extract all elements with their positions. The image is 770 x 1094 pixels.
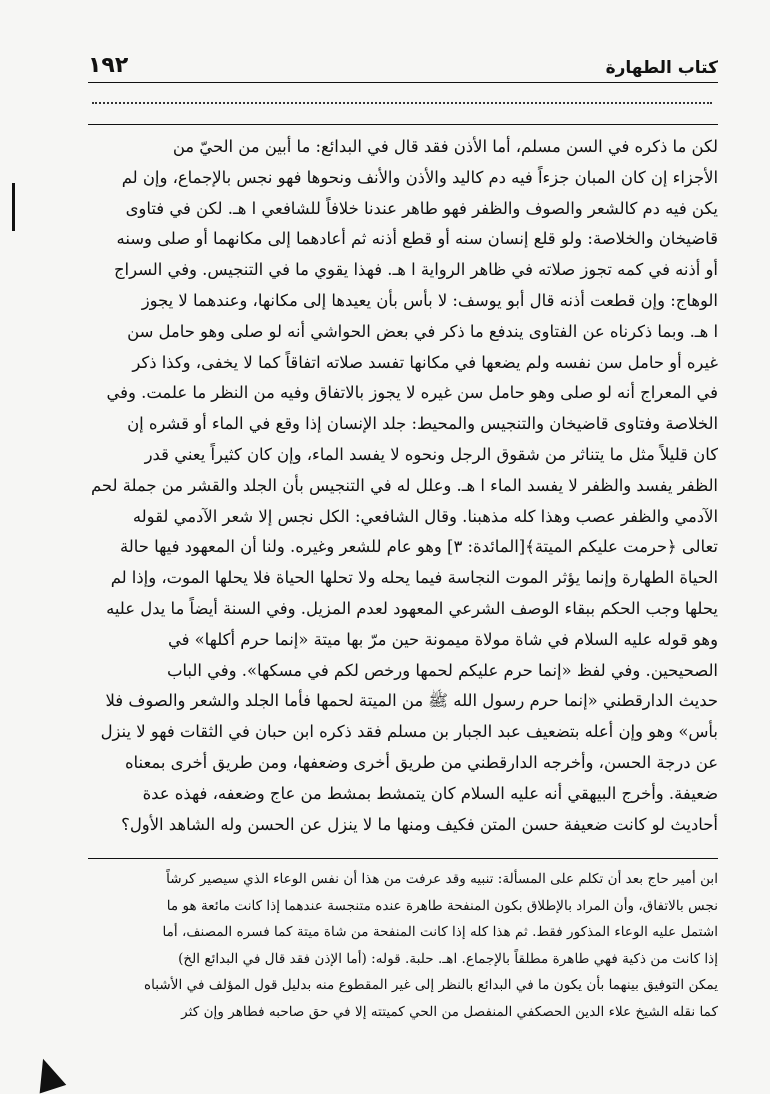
text-line: كان قليلاً مثل ما يتناثر من شقوق الرجل ونحوه لا يفسد الماء، وإن كان كثيراً يعني قدر (144, 444, 718, 464)
text-line: أو أذنه في كمه تجوز صلاته في ظاهر الرواية ا هـ. فهذا يقوي ما في التنجيس. وفي السراج (113, 260, 718, 280)
text-line: الوهاج: وإن قطعت أذنه قال أبو يوسف: لا بأس بأن يعيدها إلى مكانها، وعندهما لا يجوز (141, 290, 718, 310)
dotted-divider (92, 102, 712, 104)
header-rule (88, 82, 718, 83)
page-number: ١٩٢ (88, 53, 129, 78)
text-line: الأجزاء إن كان المبان جزءاً فيه دم كاليد والأذن والأنف ونحوها فهو نجس بالإجماع، وإن لم (121, 167, 718, 187)
text-line: حديث الدارقطني «إنما حرم رسول الله ﷺ من الميتة لحمها فأما الجلد والشعر والصوف فلا (105, 691, 718, 711)
text-line: الآدمي والظفر عصب وهذا كله مذهبنا. وقال الشافعي: الكل نجس إلا شعر الآدمي لقوله (132, 506, 718, 526)
main-text-block (88, 132, 718, 840)
text-line: بأس» وهو وإن أعله بتضعيف عبد الجبار بن مسلم فقد ذكره ابن حبان في الثقات فهو لا ينزل (100, 722, 718, 742)
footnote-block (88, 866, 718, 1026)
margin-mark (12, 183, 15, 231)
text-line: يكن فيه دم كالشعر والصوف والظفر فهو طاهر عندنا خلافاً للشافعي ا هـ. لكن في فتاوى (125, 198, 718, 218)
footnote-divider (88, 858, 718, 859)
text-line: الحياة الطهارة وإنما يؤثر الموت النجاسة فيما يحله ولا تحلها الحياة فلا يحلها الموت، وإذا لم (110, 568, 718, 588)
text-line: وهو قوله عليه السلام في شاة مولاة ميمونة حين مرّ بها ميتة «إنما حرم أكلها» في (167, 629, 718, 649)
footnote-line: اشتمل عليه الوعاء المذكور فقط. ثم هذا كله إذا كانت المنفحة من شاة ميتة كما فسره المصنف، أما (162, 924, 718, 941)
footnote-line: ابن أمير حاج بعد أن تكلم على المسألة: تنبيه وقد عرفت من هذا أن نفس الوعاء الذي سيصير كرشاً (166, 871, 718, 887)
text-line: ضعيفة. وأخرج البيهقي أنه عليه السلام كان يتمشط بمشط من عاج وضعفه، فهذه عدة (142, 783, 718, 803)
text-line: في المعراج أنه لو صلى وهو حامل سن غيره لا يجوز بالاتفاق وفيه من النظر ما علمت. وفي (106, 383, 718, 403)
text-line: لكن ما ذكره في السن مسلم، أما الأذن فقد قال في البدائع: ما أبين من الحيّ من (172, 137, 718, 156)
corner-mark (30, 1054, 67, 1093)
text-top-rule (88, 124, 718, 125)
text-line: الخلاصة وفتاوى قاضيخان والتنجيس والمحيط: جلد الإنسان إذا وقع في الماء أو قشره إن (127, 414, 718, 434)
footnote-line: نجس بالاتفاق، وأن المراد بالإطلاق بكون المنفحة طاهرة عنده متنجسة عندهما إذا كانت مائعة هو ما (166, 897, 718, 914)
text-line: عن درجة الحسن، وأخرجه الدارقطني من طريق أخرى وضعفها، ومن طريق أخرى بمعناه (124, 752, 718, 772)
text-line: الصحيحين. وفي لفظ «إنما حرم عليكم لحمها ورخص لكم في مسكها». وفي الباب (167, 660, 718, 680)
footnote-line: كما نقله الشيخ علاء الدين الحصكفي المنفصل من الحي كميتته إلا في حق صاحبه فطاهر وإن كثر (181, 1003, 718, 1020)
page-header (88, 44, 718, 78)
text-line: غيره أو حامل سن نفسه ولم يضعها في مكانها تفسد صلاته اتفاقاً كما لا يخفى، وكذا ذكر (132, 352, 718, 372)
book-title: كتاب الطهارة (605, 58, 718, 78)
text-line: الظفر يفسد والظفر لا يفسد الماء ا هـ. وعلل له في التنجيس بأن الجلد والقشر من جملة لحم (91, 475, 718, 495)
text-line: قاضيخان والخلاصة: ولو قلع إنسان سنه أو قطع أذنه ثم أعادهما إلى مكانهما أو صلى وسنه (116, 229, 718, 249)
footnote-line: يمكن التوفيق بينهما بأن يكون ما في البدائع بالنظر إلى غير المقطوع منه بدليل قول المؤلف في الأشباه (144, 977, 718, 994)
text-line: يحلها وجب الحكم ببقاء الوصف الشرعي المعهود لعدم المزيل. وفي السنة أيضاً ما يدل عليه (106, 598, 718, 618)
text-line: تعالى ﴿حرمت عليكم الميتة﴾[المائدة: ٣] وهو عام للشعر وغيره. ولنا أن المعهود فيها حالة (120, 537, 718, 557)
text-line: ا هـ. وبما ذكرناه عن الفتاوى يندفع ما ذكر في بعض الحواشي أنه لو صلى وهو حامل سن (127, 321, 718, 341)
text-line: أحاديث لو كانت ضعيفة حسن المتن فكيف ومنها ما لا ينزل عن الحسن وله الشاهد الأول؟ (121, 814, 718, 834)
footnote-line: إذا كانت من ذكية فهي طاهرة مطلقاً بالإجماع. اهـ. حلبة. قوله: (أما الإذن فقد قال في البدائع الخ) (178, 950, 718, 967)
